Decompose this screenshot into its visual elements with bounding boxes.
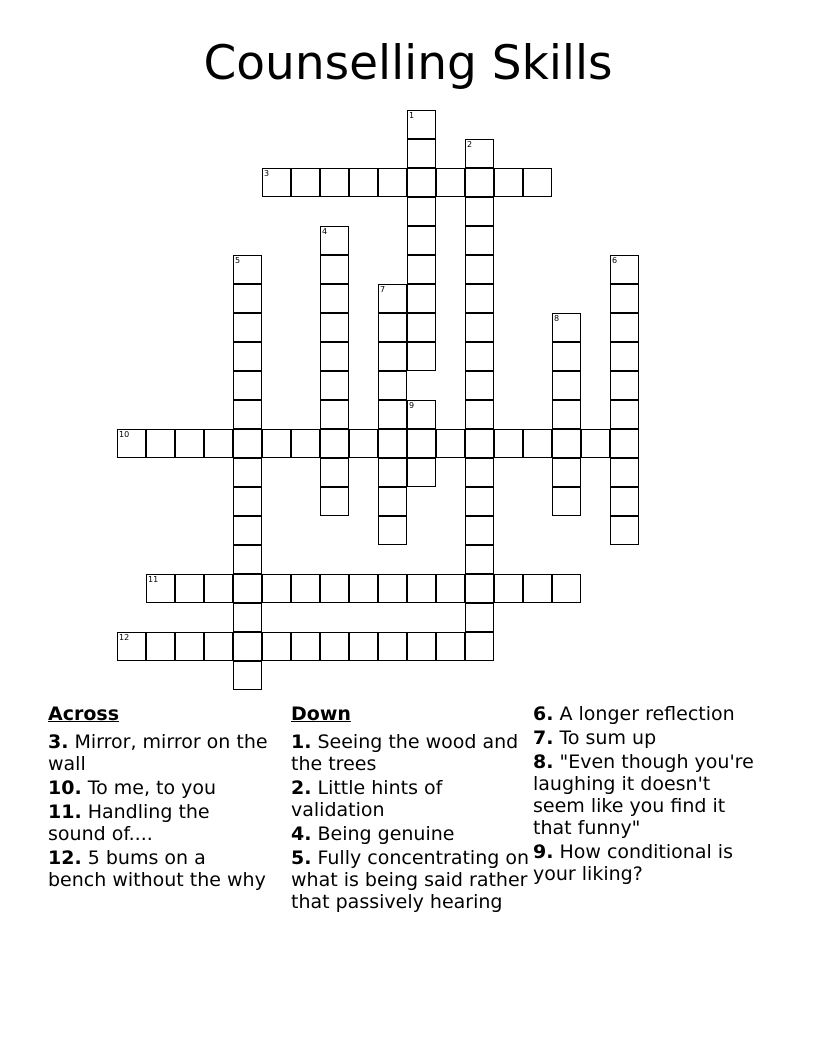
- grid-cell[interactable]: [552, 371, 581, 400]
- down-clues-continued: [533, 703, 763, 887]
- grid-cell[interactable]: [378, 371, 407, 400]
- down-heading: Down: [291, 703, 351, 725]
- clue-item-number: 5.: [291, 847, 312, 869]
- clue-item-text: Mirror, mirror on the wall: [48, 731, 268, 775]
- clue-item: [291, 731, 531, 775]
- grid-cell[interactable]: [465, 603, 494, 632]
- grid-cell[interactable]: [436, 429, 465, 458]
- grid-cell[interactable]: [233, 487, 262, 516]
- grid-cell[interactable]: [320, 458, 349, 487]
- clue-number: 9: [409, 401, 415, 410]
- grid-cell[interactable]: [407, 400, 436, 429]
- clue-item-number: 10.: [48, 777, 82, 799]
- grid-cell[interactable]: [378, 458, 407, 487]
- grid-cell[interactable]: [465, 632, 494, 661]
- across-heading: Across: [48, 703, 120, 725]
- grid-cell[interactable]: [610, 400, 639, 429]
- grid-cell[interactable]: [523, 574, 552, 603]
- grid-cell[interactable]: [233, 429, 262, 458]
- grid-cell[interactable]: [610, 516, 639, 545]
- clue-item-text: Handling the sound of....: [48, 801, 210, 845]
- grid-cell[interactable]: [552, 487, 581, 516]
- grid-cell[interactable]: [349, 429, 378, 458]
- grid-cell[interactable]: [378, 400, 407, 429]
- grid-cell[interactable]: [233, 371, 262, 400]
- grid-cell[interactable]: [610, 458, 639, 487]
- clue-item-number: 4.: [291, 823, 312, 845]
- grid-cell[interactable]: [378, 516, 407, 545]
- grid-cell[interactable]: [552, 342, 581, 371]
- grid-cell[interactable]: [320, 342, 349, 371]
- grid-cell[interactable]: [552, 400, 581, 429]
- grid-cell[interactable]: [204, 632, 233, 661]
- grid-cell[interactable]: [581, 429, 610, 458]
- grid-cell[interactable]: [465, 168, 494, 197]
- clue-item-number: 3.: [48, 731, 69, 753]
- clue-item-text: A longer reflection: [553, 703, 735, 725]
- grid-cell[interactable]: [465, 545, 494, 574]
- grid-cell[interactable]: [291, 429, 320, 458]
- clue-item-text: To sum up: [553, 727, 657, 749]
- grid-cell[interactable]: [407, 429, 436, 458]
- grid-cell[interactable]: [262, 632, 291, 661]
- clue-number: 6: [612, 256, 618, 265]
- grid-cell[interactable]: [523, 168, 552, 197]
- grid-cell[interactable]: [320, 226, 349, 255]
- clue-item: [48, 801, 268, 845]
- grid-cell[interactable]: [494, 574, 523, 603]
- clue-number: 2: [467, 140, 473, 149]
- grid-cell[interactable]: [175, 574, 204, 603]
- clue-number: 7: [380, 285, 386, 294]
- grid-cell[interactable]: [233, 603, 262, 632]
- clue-number: 10: [119, 430, 130, 439]
- grid-cell[interactable]: [610, 284, 639, 313]
- grid-cell[interactable]: [320, 574, 349, 603]
- grid-cell[interactable]: [262, 574, 291, 603]
- grid-cell[interactable]: [436, 574, 465, 603]
- grid-cell[interactable]: [610, 487, 639, 516]
- grid-cell[interactable]: [407, 197, 436, 226]
- grid-cell[interactable]: [494, 429, 523, 458]
- grid-cell[interactable]: [233, 661, 262, 690]
- grid-cell[interactable]: [494, 168, 523, 197]
- grid-cell[interactable]: [523, 429, 552, 458]
- grid-cell[interactable]: [233, 632, 262, 661]
- clue-item-number: 6.: [533, 703, 554, 725]
- grid-cell[interactable]: [465, 516, 494, 545]
- clue-item-number: 1.: [291, 731, 312, 753]
- grid-cell[interactable]: [378, 574, 407, 603]
- grid-cell[interactable]: [610, 313, 639, 342]
- clue-item: [291, 777, 531, 821]
- grid-cell[interactable]: [117, 632, 146, 661]
- clue-item: [533, 727, 763, 749]
- grid-cell[interactable]: [610, 342, 639, 371]
- grid-cell[interactable]: [465, 429, 494, 458]
- grid-cell[interactable]: [262, 429, 291, 458]
- grid-cell[interactable]: [233, 313, 262, 342]
- clue-item-text: Little hints of validation: [291, 777, 443, 821]
- clue-item-text: To me, to you: [81, 777, 217, 799]
- grid-cell[interactable]: [378, 429, 407, 458]
- grid-cell[interactable]: [146, 429, 175, 458]
- grid-cell[interactable]: [233, 545, 262, 574]
- clue-item: [533, 703, 763, 725]
- grid-cell[interactable]: [320, 168, 349, 197]
- grid-cell[interactable]: [465, 371, 494, 400]
- grid-cell[interactable]: [262, 168, 291, 197]
- clue-item-text: 5 bums on a bench without the why: [48, 847, 266, 891]
- grid-cell[interactable]: [436, 168, 465, 197]
- grid-cell[interactable]: [233, 255, 262, 284]
- grid-cell[interactable]: [117, 429, 146, 458]
- clue-item-text: Seeing the wood and the trees: [291, 731, 519, 775]
- clue-item: [48, 731, 268, 775]
- grid-cell[interactable]: [175, 632, 204, 661]
- grid-cell[interactable]: [175, 429, 204, 458]
- grid-cell[interactable]: [407, 342, 436, 371]
- grid-cell[interactable]: [407, 110, 436, 139]
- puzzle-title: Counselling Skills: [203, 36, 613, 91]
- across-clues: [48, 703, 268, 893]
- clue-item: [48, 847, 268, 891]
- grid-cell[interactable]: [465, 139, 494, 168]
- clue-item-text: Fully concentrating on what is being said rather that passively hearing: [291, 847, 529, 913]
- grid-cell[interactable]: [436, 632, 465, 661]
- clue-item-number: 11.: [48, 801, 82, 823]
- clue-item-number: 8.: [533, 751, 554, 773]
- grid-cell[interactable]: [320, 429, 349, 458]
- grid-cell[interactable]: [610, 429, 639, 458]
- down-clues: [291, 703, 531, 915]
- grid-cell[interactable]: [291, 632, 320, 661]
- grid-cell[interactable]: [320, 371, 349, 400]
- grid-cell[interactable]: [465, 226, 494, 255]
- grid-cell[interactable]: [291, 574, 320, 603]
- grid-cell[interactable]: [349, 574, 378, 603]
- grid-cell[interactable]: [320, 632, 349, 661]
- grid-cell[interactable]: [407, 458, 436, 487]
- grid-cell[interactable]: [407, 226, 436, 255]
- clue-number: 1: [409, 111, 415, 120]
- grid-cell[interactable]: [320, 487, 349, 516]
- clue-number: 3: [264, 169, 270, 178]
- grid-cell[interactable]: [407, 139, 436, 168]
- grid-cell[interactable]: [378, 487, 407, 516]
- grid-cell[interactable]: [610, 371, 639, 400]
- grid-cell[interactable]: [407, 284, 436, 313]
- grid-cell[interactable]: [407, 574, 436, 603]
- grid-cell[interactable]: [146, 632, 175, 661]
- clue-item: [533, 751, 763, 839]
- clue-item-number: 9.: [533, 841, 554, 863]
- clue-item-number: 12.: [48, 847, 82, 869]
- clue-item-number: 2.: [291, 777, 312, 799]
- grid-cell[interactable]: [407, 168, 436, 197]
- grid-cell[interactable]: [378, 168, 407, 197]
- grid-cell[interactable]: [465, 197, 494, 226]
- grid-cell[interactable]: [465, 284, 494, 313]
- grid-cell[interactable]: [552, 574, 581, 603]
- grid-cell[interactable]: [378, 313, 407, 342]
- clue-number: 12: [119, 633, 130, 642]
- clue-item-number: 7.: [533, 727, 554, 749]
- grid-cell[interactable]: [552, 458, 581, 487]
- clue-item: [291, 823, 531, 845]
- clue-item-text: "Even though you're laughing it doesn't seem like you find it that funny": [533, 751, 754, 839]
- grid-cell[interactable]: [465, 342, 494, 371]
- grid-cell[interactable]: [204, 574, 233, 603]
- grid-cell[interactable]: [552, 313, 581, 342]
- grid-cell[interactable]: [465, 574, 494, 603]
- grid-cell[interactable]: [320, 284, 349, 313]
- clue-number: 5: [235, 256, 241, 265]
- grid-cell[interactable]: [233, 516, 262, 545]
- grid-cell[interactable]: [465, 255, 494, 284]
- grid-cell[interactable]: [204, 429, 233, 458]
- grid-cell[interactable]: [465, 400, 494, 429]
- grid-cell[interactable]: [233, 284, 262, 313]
- grid-cell[interactable]: [291, 168, 320, 197]
- grid-cell[interactable]: [465, 487, 494, 516]
- grid-cell[interactable]: [146, 574, 175, 603]
- clue-number: 8: [554, 314, 560, 323]
- grid-cell[interactable]: [233, 574, 262, 603]
- grid-cell[interactable]: [465, 313, 494, 342]
- grid-cell[interactable]: [349, 632, 378, 661]
- grid-cell[interactable]: [407, 313, 436, 342]
- clue-item-text: How conditional is your liking?: [533, 841, 733, 885]
- grid-cell[interactable]: [320, 400, 349, 429]
- grid-cell[interactable]: [407, 255, 436, 284]
- grid-cell[interactable]: [378, 284, 407, 313]
- grid-cell[interactable]: [320, 313, 349, 342]
- grid-cell[interactable]: [378, 632, 407, 661]
- clue-item: [48, 777, 268, 799]
- grid-cell[interactable]: [233, 400, 262, 429]
- grid-cell[interactable]: [349, 168, 378, 197]
- grid-cell[interactable]: [233, 342, 262, 371]
- clue-number: 4: [322, 227, 328, 236]
- clue-number: 11: [148, 575, 159, 584]
- grid-cell[interactable]: [320, 255, 349, 284]
- clue-item: [291, 847, 531, 913]
- clue-item: [533, 841, 763, 885]
- grid-cell[interactable]: [552, 429, 581, 458]
- grid-cell[interactable]: [378, 342, 407, 371]
- clue-item-text: Being genuine: [311, 823, 455, 845]
- grid-cell[interactable]: [465, 458, 494, 487]
- grid-cell[interactable]: [407, 632, 436, 661]
- grid-cell[interactable]: [610, 255, 639, 284]
- grid-cell[interactable]: [233, 458, 262, 487]
